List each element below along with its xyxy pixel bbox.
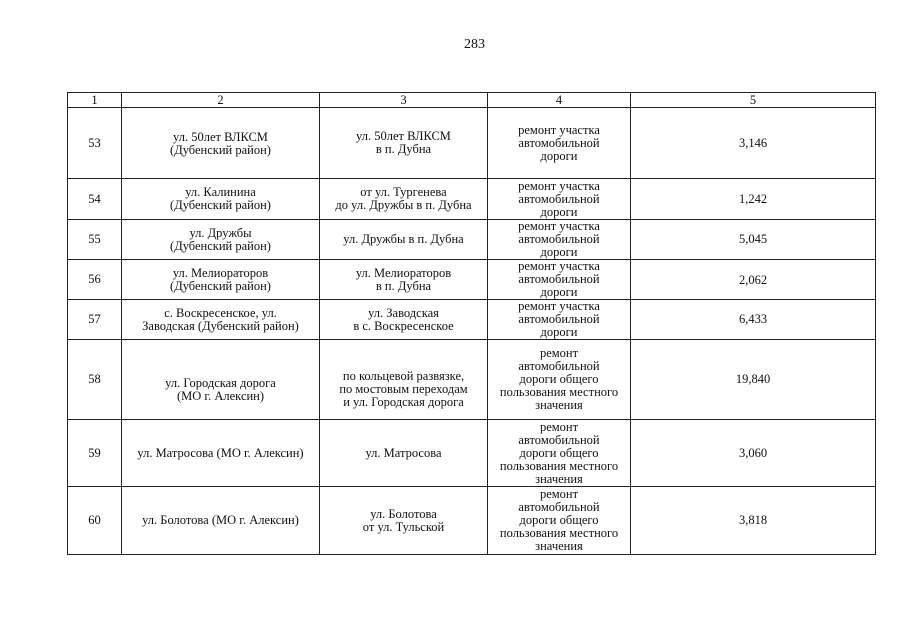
- table-row: [68, 420, 876, 487]
- road-name: ул. Городская дорога (МО г. Алексин): [122, 340, 320, 420]
- page-number: 283: [464, 37, 485, 52]
- road-location: по кольцевой развязке, по мостовым переходам и ул. Городская дорога: [320, 340, 488, 420]
- column-header: 2: [122, 93, 320, 108]
- work-type: ремонт участка автомобильной дороги: [488, 260, 631, 300]
- road-location: ул. Болотова от ул. Тульской: [320, 487, 488, 555]
- row-number: 54: [68, 179, 122, 220]
- road-location: ул. Заводская в с. Воскресенское: [320, 300, 488, 340]
- road-location: ул. 50лет ВЛКСМ в п. Дубна: [320, 108, 488, 179]
- road-name: ул. Матросова (МО г. Алексин): [122, 420, 320, 487]
- road-name: ул. 50лет ВЛКСМ (Дубенский район): [122, 108, 320, 179]
- table-row: [68, 260, 876, 300]
- road-name: ул. Мелиораторов (Дубенский район): [122, 260, 320, 300]
- road-length: 3,818: [631, 487, 876, 555]
- table-row: [68, 220, 876, 260]
- road-length: 19,840: [631, 340, 876, 420]
- row-number: 59: [68, 420, 122, 487]
- table-row: [68, 179, 876, 220]
- road-location: ул. Матросова: [320, 420, 488, 487]
- road-length: 3,060: [631, 420, 876, 487]
- column-header: 5: [631, 93, 876, 108]
- work-type: ремонт автомобильной дороги общего пользования местного значения: [488, 340, 631, 420]
- road-length: 1,242: [631, 179, 876, 220]
- row-number: 57: [68, 300, 122, 340]
- row-number: 60: [68, 487, 122, 555]
- road-name: с. Воскресенское, ул. Заводская (Дубенский район): [122, 300, 320, 340]
- table-row: [68, 300, 876, 340]
- work-type: ремонт автомобильной дороги общего пользования местного значения: [488, 420, 631, 487]
- column-header: 3: [320, 93, 488, 108]
- row-number: 56: [68, 260, 122, 300]
- work-type: ремонт участка автомобильной дороги: [488, 179, 631, 220]
- road-location: ул. Дружбы в п. Дубна: [320, 220, 488, 260]
- road-name: ул. Дружбы (Дубенский район): [122, 220, 320, 260]
- work-type: ремонт участка автомобильной дороги: [488, 300, 631, 340]
- table-row: [68, 340, 876, 420]
- row-number: 55: [68, 220, 122, 260]
- road-length: 6,433: [631, 300, 876, 340]
- road-length: 5,045: [631, 220, 876, 260]
- column-header: 4: [488, 93, 631, 108]
- road-length: 2,062: [631, 260, 876, 300]
- work-type: ремонт автомобильной дороги общего пользования местного значения: [488, 487, 631, 555]
- road-location: от ул. Тургенева до ул. Дружбы в п. Дубна: [320, 179, 488, 220]
- road-name: ул. Калинина (Дубенский район): [122, 179, 320, 220]
- road-length: 3,146: [631, 108, 876, 179]
- road-location: ул. Мелиораторов в п. Дубна: [320, 260, 488, 300]
- table-header-row: [68, 93, 876, 108]
- work-type: ремонт участка автомобильной дороги: [488, 220, 631, 260]
- table-row: [68, 108, 876, 179]
- road-name: ул. Болотова (МО г. Алексин): [122, 487, 320, 555]
- roads-table: [67, 92, 876, 555]
- table-row: [68, 487, 876, 555]
- row-number: 58: [68, 340, 122, 420]
- work-type: ремонт участка автомобильной дороги: [488, 108, 631, 179]
- column-header: 1: [68, 93, 122, 108]
- row-number: 53: [68, 108, 122, 179]
